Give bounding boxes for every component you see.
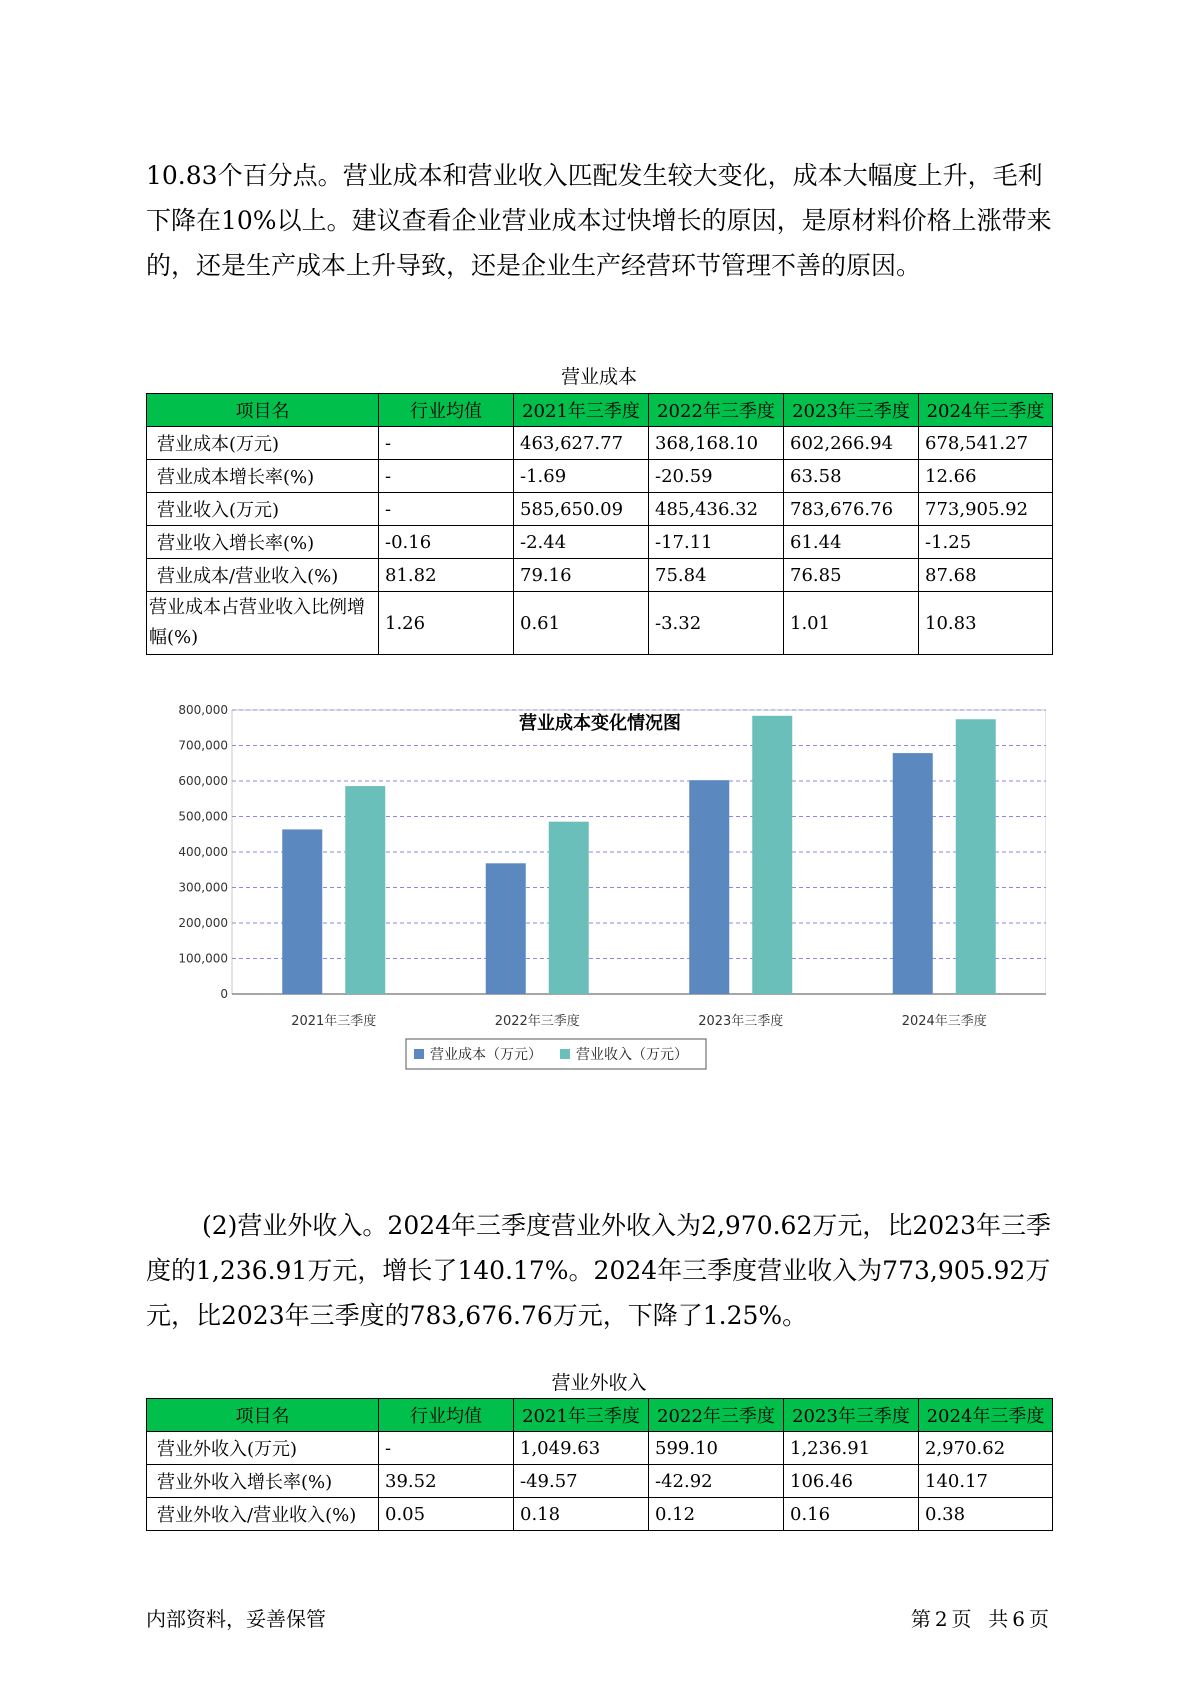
table-row <box>147 1432 1053 1465</box>
y-tick-label: 300,000 <box>178 880 228 895</box>
table-row <box>147 460 1053 493</box>
x-tick-label: 2021年三季度 <box>291 1014 377 1029</box>
legend-swatch <box>560 1049 570 1059</box>
table-cell: 12.66 <box>919 460 1053 493</box>
bar-revenue-2 <box>752 716 792 994</box>
table-cell: -42.92 <box>649 1465 784 1498</box>
header-2021q3: 2021年三季度 <box>514 1399 649 1432</box>
legend-label: 营业成本（万元） <box>430 1047 542 1063</box>
table-cell: 87.68 <box>919 559 1053 592</box>
table-cell: 485,436.32 <box>649 493 784 526</box>
y-tick-label: 700,000 <box>178 738 228 753</box>
table-header-row <box>147 394 1053 427</box>
row-label: 营业收入(万元) <box>147 493 379 526</box>
table-cell: - <box>379 460 514 493</box>
row-label: 营业收入增长率(%) <box>147 526 379 559</box>
header-2024q3: 2024年三季度 <box>919 394 1053 427</box>
table-caption-nonoperating-income: 营业外收入 <box>551 1372 647 1394</box>
y-tick-label: 400,000 <box>178 845 228 859</box>
y-tick-label: 0 <box>220 987 228 1001</box>
header-2022q3: 2022年三季度 <box>649 394 784 427</box>
x-axis-ticks <box>291 1013 987 1029</box>
total-prefix: 共 <box>988 1607 1009 1631</box>
table-cell: 0.16 <box>784 1498 919 1531</box>
y-axis-ticks <box>178 705 228 1001</box>
row-label: 营业外收入(万元) <box>147 1432 379 1465</box>
y-tick-label: 800,000 <box>178 705 228 717</box>
table-cell: -20.59 <box>649 460 784 493</box>
table-cell: 1,049.63 <box>514 1432 649 1465</box>
row-label: 营业外收入/营业收入(%) <box>147 1498 379 1531</box>
table-row <box>147 1498 1053 1531</box>
page-prefix: 第 <box>910 1607 931 1631</box>
table-cell: 783,676.76 <box>784 493 919 526</box>
table-cell: 0.18 <box>514 1498 649 1531</box>
table-row <box>147 526 1053 559</box>
header-2024q3: 2024年三季度 <box>919 1399 1053 1432</box>
nonoperating-income-table <box>146 1398 1053 1531</box>
operating-cost-table <box>146 393 1053 655</box>
table-cell: 773,905.92 <box>919 493 1053 526</box>
table-cell: 368,168.10 <box>649 427 784 460</box>
row-label: 营业成本/营业收入(%) <box>147 559 379 592</box>
table-cell: 599.10 <box>649 1432 784 1465</box>
table-cell: 1.26 <box>379 592 514 655</box>
table-cell: - <box>379 493 514 526</box>
table-cell: 75.84 <box>649 559 784 592</box>
header-2022q3: 2022年三季度 <box>649 1399 784 1432</box>
chart-legend <box>406 1039 706 1069</box>
row-label: 营业外收入增长率(%) <box>147 1465 379 1498</box>
table-cell: 0.61 <box>514 592 649 655</box>
table-cell: 678,541.27 <box>919 427 1053 460</box>
header-2023q3: 2023年三季度 <box>784 1399 919 1432</box>
x-tick-label: 2022年三季度 <box>494 1014 580 1029</box>
table-cell: -2.44 <box>514 526 649 559</box>
table-cell: 463,627.77 <box>514 427 649 460</box>
header-2023q3: 2023年三季度 <box>784 394 919 427</box>
table-cell: -3.32 <box>649 592 784 655</box>
table-cell: - <box>379 1432 514 1465</box>
bar-cost-1 <box>486 863 526 994</box>
paragraph-cost-analysis: 10.83个百分点。营业成本和营业收入匹配发生较大变化，成本大幅度上升，毛利下降在10%以上。建议查看企业营业成本过快增长的原因，是原材料价格上涨带来的，还是生产成本上升导致，还是企业生产经营环节管理不善的原因。 <box>146 161 1052 280</box>
table-cell: -0.16 <box>379 526 514 559</box>
table-cell: 106.46 <box>784 1465 919 1498</box>
legend-swatch <box>414 1049 424 1059</box>
table-cell: -17.11 <box>649 526 784 559</box>
table-cell: 0.05 <box>379 1498 514 1531</box>
table-cell: 140.17 <box>919 1465 1053 1498</box>
page-number: 2 <box>934 1607 948 1631</box>
bar-cost-2 <box>689 780 729 994</box>
table-cell: 79.16 <box>514 559 649 592</box>
table-cell: 61.44 <box>784 526 919 559</box>
table-header-row <box>147 1399 1053 1432</box>
y-tick-label: 600,000 <box>178 774 228 788</box>
table-cell: 0.38 <box>919 1498 1053 1531</box>
footer-confidential-note: 内部资料，妥善保管 <box>146 1607 326 1631</box>
table-row <box>147 493 1053 526</box>
total-suffix: 页 <box>1029 1607 1049 1631</box>
table-caption-operating-cost: 营业成本 <box>560 366 637 388</box>
table-cell: 2,970.62 <box>919 1432 1053 1465</box>
legend-label: 营业收入（万元） <box>576 1047 688 1063</box>
y-tick-label: 100,000 <box>178 951 228 966</box>
bar-revenue-1 <box>549 822 589 994</box>
bar-revenue-3 <box>956 719 996 994</box>
y-tick-label: 500,000 <box>178 809 228 824</box>
table-cell: 81.82 <box>379 559 514 592</box>
table-row <box>147 559 1053 592</box>
header-item-name: 项目名 <box>147 1399 379 1432</box>
table-cell: -49.57 <box>514 1465 649 1498</box>
table-cell: 1.01 <box>784 592 919 655</box>
table-cell: 602,266.94 <box>784 427 919 460</box>
header-industry-avg: 行业均值 <box>379 1399 514 1432</box>
chart-title: 营业成本变化情况图 <box>519 713 681 734</box>
header-2021q3: 2021年三季度 <box>514 394 649 427</box>
footer-page-info <box>909 1603 1051 1632</box>
chart-bars <box>282 716 996 994</box>
bar-cost-3 <box>893 753 933 994</box>
table-cell: -1.25 <box>919 526 1053 559</box>
row-label: 营业成本(万元) <box>147 427 379 460</box>
table-row <box>147 1465 1053 1498</box>
x-tick-label: 2023年三季度 <box>698 1014 784 1029</box>
table-row <box>147 592 1053 655</box>
table-cell: - <box>379 427 514 460</box>
bar-cost-0 <box>282 829 322 994</box>
table-cell: -1.69 <box>514 460 649 493</box>
page-mid: 页 <box>951 1607 972 1631</box>
row-label: 营业成本占营业收入比例增幅(%) <box>147 592 379 655</box>
x-tick-label: 2024年三季度 <box>901 1014 987 1029</box>
table-cell: 10.83 <box>919 592 1053 655</box>
table-row <box>147 427 1053 460</box>
y-tick-label: 200,000 <box>178 916 228 930</box>
row-label: 营业成本增长率(%) <box>147 460 379 493</box>
table-cell: 0.12 <box>649 1498 784 1531</box>
table-cell: 39.52 <box>379 1465 514 1498</box>
operating-cost-chart <box>146 705 1046 1165</box>
table-cell: 585,650.09 <box>514 493 649 526</box>
header-item-name: 项目名 <box>147 394 379 427</box>
table-cell: 1,236.91 <box>784 1432 919 1465</box>
header-industry-avg: 行业均值 <box>379 394 514 427</box>
total-pages: 6 <box>1012 1607 1025 1631</box>
table-cell: 63.58 <box>784 460 919 493</box>
bar-revenue-0 <box>345 786 385 994</box>
paragraph-nonoperating-income: (2)营业外收入。2024年三季度营业外收入为2,970.62万元，比2023年三季度的1,236.91万元，增长了140.17%。2024年三季度营业收入为773,905.92万元，比2023年三季度的783,676.76万元，下降了1.25%。 <box>146 1211 1051 1330</box>
table-cell: 76.85 <box>784 559 919 592</box>
